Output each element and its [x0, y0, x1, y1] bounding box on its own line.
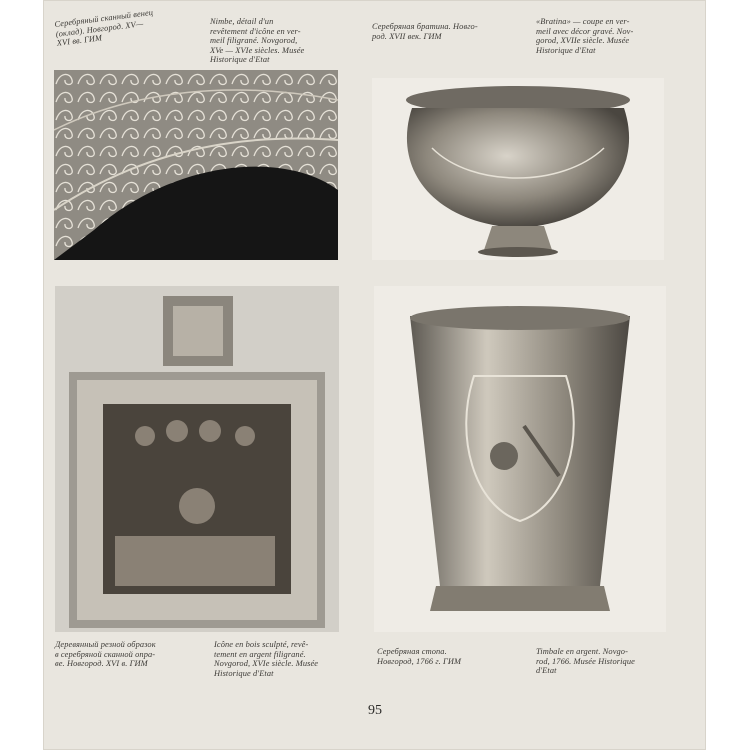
- caption-nimbus-ru: Серебряный сканный венец (оклад). Новгород. XV— XVI вв. ГИМ: [54, 7, 154, 48]
- caption-nimbus-fr: Nimbe, détail d'un revêtement d'icône en ver- meil filigrané. Novgorod, XVe — XVIe siècles. Musée Historique d'Etat: [210, 17, 305, 65]
- photo-bratina: [372, 78, 664, 260]
- photo-nimbus: [54, 70, 338, 260]
- caption-timbale-ru: Серебряная стопа. Новгород, 1766 г. ГИМ: [377, 647, 462, 666]
- page-number: 95: [368, 703, 382, 718]
- caption-bratina-ru: Серебряная братина. Новго- род. XVII век. ГИМ: [372, 22, 478, 41]
- photo-timbale: [374, 286, 666, 632]
- caption-icon-ru: Деревянный резной образок в серебряной сканной опра- ве. Новгород. XVI в. ГИМ: [55, 640, 156, 669]
- photo-icon: [55, 286, 339, 632]
- caption-icon-fr: Icône en bois sculpté, revê- tement en argent filigrané. Novgorod, XVIe siècle. Musée Historique d'Etat: [214, 640, 319, 678]
- caption-bratina-fr: «Bratina» — coupe en ver- meil avec décor gravé. Nov- gorod, XVIIe siècle. Musée Historique d'Etat: [536, 17, 634, 55]
- caption-timbale-fr: Timbale en argent. Novgo- rod, 1766. Musée Historique d'Etat: [536, 647, 635, 676]
